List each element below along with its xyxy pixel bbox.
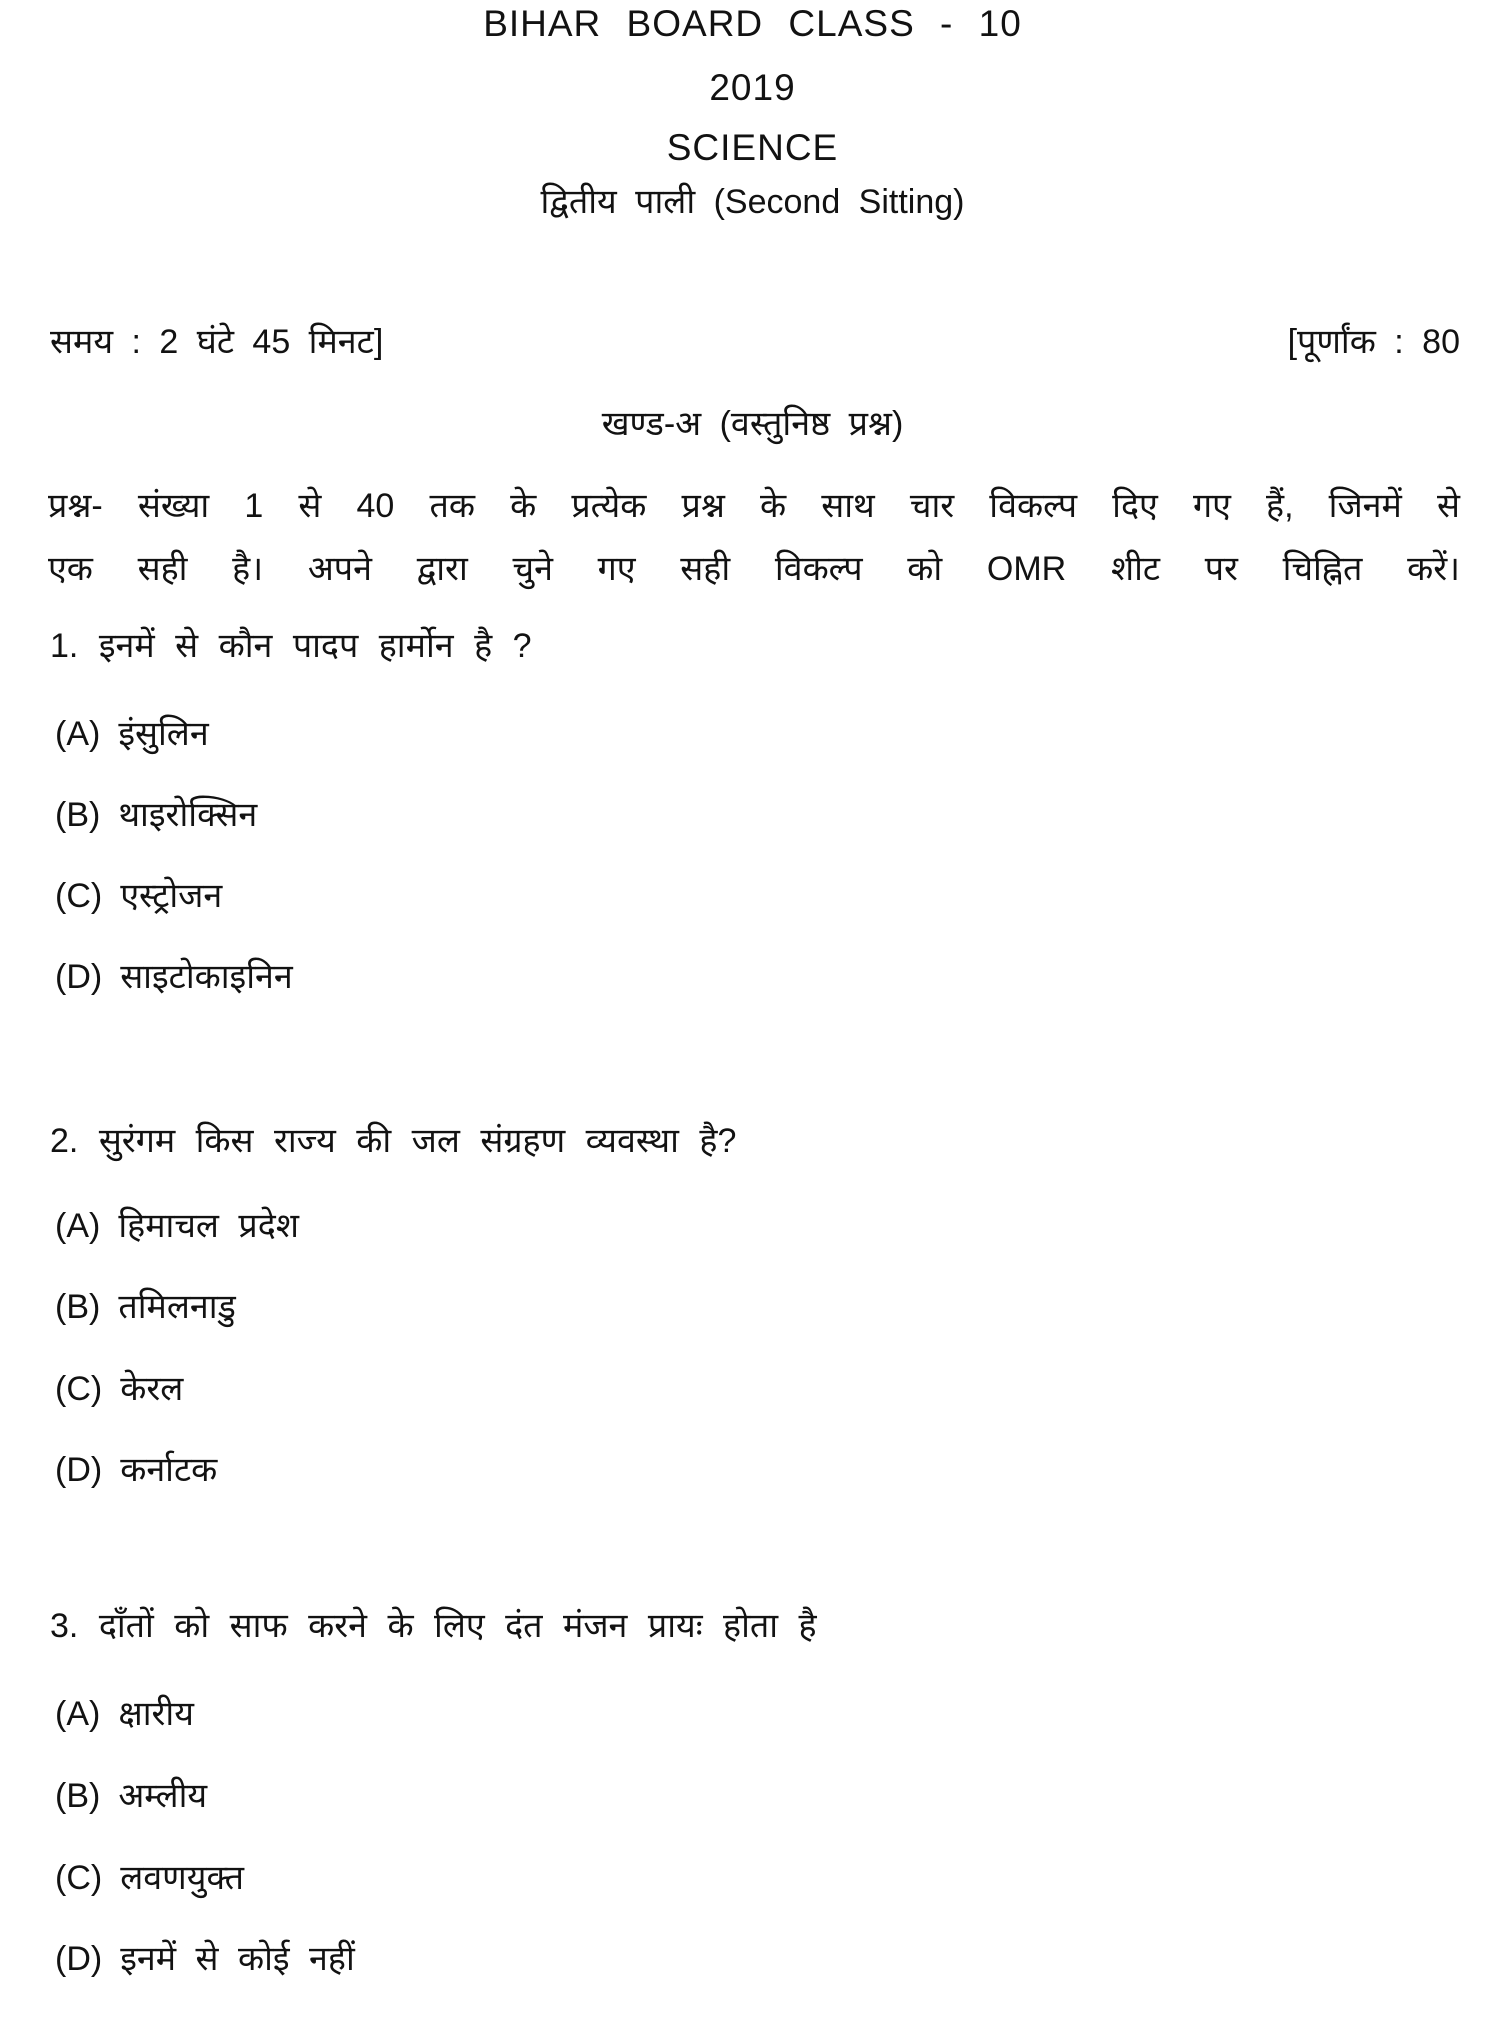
exam-subject: SCIENCE xyxy=(666,127,839,168)
question-3-option-c xyxy=(55,1854,244,1902)
option-label: (A) xyxy=(55,715,101,753)
section-heading: खण्ड-अ (वस्तुनिष्ठ प्रश्न) xyxy=(601,405,904,443)
exam-year: 2019 xyxy=(709,67,796,108)
option-label: (A) xyxy=(55,1207,101,1245)
option-label: (B) xyxy=(55,796,101,834)
option-label: (D) xyxy=(55,958,103,996)
option-text: तमिलनाडु xyxy=(118,1288,236,1326)
option-text: अम्लीय xyxy=(118,1777,208,1815)
question-number: 3. xyxy=(50,1607,79,1645)
option-text: कर्नाटक xyxy=(120,1451,218,1489)
question-2 xyxy=(50,1117,736,1165)
question-number: 2. xyxy=(50,1122,79,1160)
question-text: सुरंगम किस राज्य की जल संग्रहण व्यवस्था है? xyxy=(98,1122,737,1160)
page-title: BIHAR BOARD CLASS - 10 xyxy=(483,3,1022,44)
question-2-option-d xyxy=(55,1446,217,1494)
option-text: इनमें से कोई नहीं xyxy=(120,1940,355,1978)
question-text: इनमें से कौन पादप हार्मोन है ? xyxy=(98,627,532,665)
option-text: हिमाचल प्रदेश xyxy=(118,1207,299,1245)
option-label: (C) xyxy=(55,1370,103,1408)
option-text: केरल xyxy=(120,1370,184,1408)
instructions-line-1: प्रश्न- संख्या 1 से 40 तक के प्रत्येक प्रश्न के साथ चार विकल्प दिए गए हैं, जिनमें से xyxy=(48,487,1460,525)
time-allowed: समय : 2 घंटे 45 मिनट] xyxy=(50,323,384,361)
exam-sitting: द्वितीय पाली (Second Sitting) xyxy=(540,183,965,221)
question-3 xyxy=(50,1602,817,1650)
question-text: दाँतों को साफ करने के लिए दंत मंजन प्रायः होता है xyxy=(98,1607,817,1645)
question-3-option-b xyxy=(55,1772,207,1820)
option-text: साइटोकाइनिन xyxy=(120,958,293,996)
question-3-option-a xyxy=(55,1690,194,1738)
option-text: थाइरोक्सिन xyxy=(118,796,258,834)
question-1-option-d xyxy=(55,953,293,1001)
question-1-option-a xyxy=(55,710,209,758)
question-2-option-a xyxy=(55,1202,299,1250)
question-1 xyxy=(50,622,531,670)
option-text: एस्ट्रोजन xyxy=(120,877,223,915)
option-label: (A) xyxy=(55,1695,101,1733)
option-label: (C) xyxy=(55,877,103,915)
question-1-option-b xyxy=(55,791,257,839)
option-text: इंसुलिन xyxy=(118,715,209,753)
question-2-option-c xyxy=(55,1365,183,1413)
option-label: (D) xyxy=(55,1451,103,1489)
option-label: (D) xyxy=(55,1940,103,1978)
question-2-option-b xyxy=(55,1283,236,1331)
question-1-option-c xyxy=(55,872,222,920)
question-number: 1. xyxy=(50,627,79,665)
question-3-option-d xyxy=(55,1935,355,1983)
option-label: (B) xyxy=(55,1777,101,1815)
instructions-line-2: एक सही है। अपने द्वारा चुने गए सही विकल्प को OMR शीट पर चिह्नित करें। xyxy=(48,550,1460,588)
max-marks: [पूर्णांक : 80 xyxy=(1287,323,1460,361)
option-label: (C) xyxy=(55,1859,103,1897)
option-text: लवणयुक्त xyxy=(120,1859,245,1897)
option-label: (B) xyxy=(55,1288,101,1326)
option-text: क्षारीय xyxy=(118,1695,194,1733)
